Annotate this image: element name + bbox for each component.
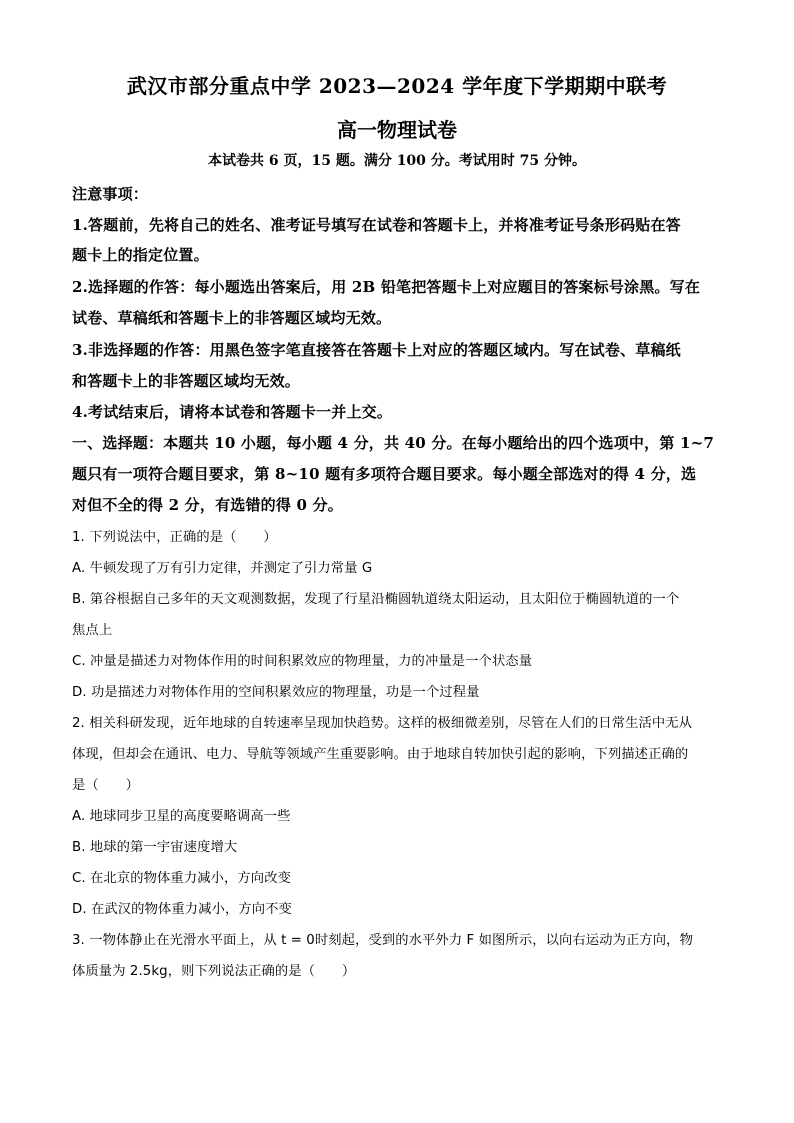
question-3-stem: 体质量为 2.5kg，则下列说法正确的是（ ） <box>72 964 356 979</box>
question-2-option-a: A. 地球同步卫星的高度要略调高一些 <box>72 809 291 824</box>
notice-heading: 注意事项： <box>72 185 149 203</box>
notice-line: 2.选择题的作答：每小题选出答案后，用 2B 铅笔把答题卡上对应题目的答案标号涂黑。写在 <box>72 278 701 296</box>
section-instruction: 对但不全的得 2 分，有选错的得 0 分。 <box>72 496 343 514</box>
exam-title: 武汉市部分重点中学 2023—2024 学年度下学期期中联考 <box>126 74 668 98</box>
section-instruction: 一、选择题：本题共 10 小题，每小题 4 分，共 40 分。在每小题给出的四个选项中，第 1~7 <box>72 434 714 452</box>
question-1-option-a: A. 牛顿发现了万有引力定律，并测定了引力常量 G <box>72 561 373 576</box>
question-2-stem: 2. 相关科研发现，近年地球的自转速率呈现加快趋势。这样的极细微差别，尽管在人们的日常生活中无从 <box>72 716 693 731</box>
exam-subject: 高一物理试卷 <box>337 118 457 142</box>
question-1-option-b: B. 第谷根据自己多年的天文观测数据，发现了行星沿椭圆轨道绕太阳运动，且太阳位于椭圆轨道的一个 <box>72 592 680 607</box>
notice-line: 3.非选择题的作答：用黑色签字笔直接答在答题卡上对应的答题区域内。写在试卷、草稿纸 <box>72 341 681 359</box>
notice-line: 和答题卡上的非答题区域均无效。 <box>72 372 301 390</box>
question-1-stem: 1. 下列说法中，正确的是（ ） <box>72 530 277 545</box>
question-1-option-b-cont: 焦点上 <box>72 623 113 638</box>
notice-line: 4.考试结束后，请将本试卷和答题卡一并上交。 <box>72 403 393 421</box>
question-2-stem: 体现，但却会在通讯、电力、导航等领域产生重要影响。由于地球自转加快引起的影响，下列描述正确的 <box>72 747 689 762</box>
exam-info: 本试卷共 6 页，15 题。满分 100 分。考试用时 75 分钟。 <box>207 153 587 169</box>
notice-line: 1.答题前，先将自己的姓名、准考证号填写在试卷和答题卡上，并将准考证号条形码贴在答 <box>72 216 681 234</box>
question-2-option-c: C. 在北京的物体重力减小，方向改变 <box>72 871 291 886</box>
question-1-option-d: D. 功是描述力对物体作用的空间积累效应的物理量，功是一个过程量 <box>72 685 480 700</box>
question-2-option-b: B. 地球的第一宇宙速度增大 <box>72 840 238 855</box>
notice-line: 试卷、草稿纸和答题卡上的非答题区域均无效。 <box>72 309 392 327</box>
question-3-stem: 3. 一物体静止在光滑水平面上，从 t = 0时刻起，受到的水平外力 F 如图所示，以向右运动为正方向，物 <box>72 933 693 948</box>
question-2-stem: 是（ ） <box>72 778 139 793</box>
question-1-option-c: C. 冲量是描述力对物体作用的时间积累效应的物理量，力的冲量是一个状态量 <box>72 654 533 669</box>
section-instruction: 题只有一项符合题目要求，第 8~10 题有多项符合题目要求。每小题全部选对的得 4 分，选 <box>72 465 697 483</box>
notice-line: 题卡上的指定位置。 <box>72 246 209 264</box>
question-2-option-d: D. 在武汉的物体重力减小，方向不变 <box>72 902 292 917</box>
